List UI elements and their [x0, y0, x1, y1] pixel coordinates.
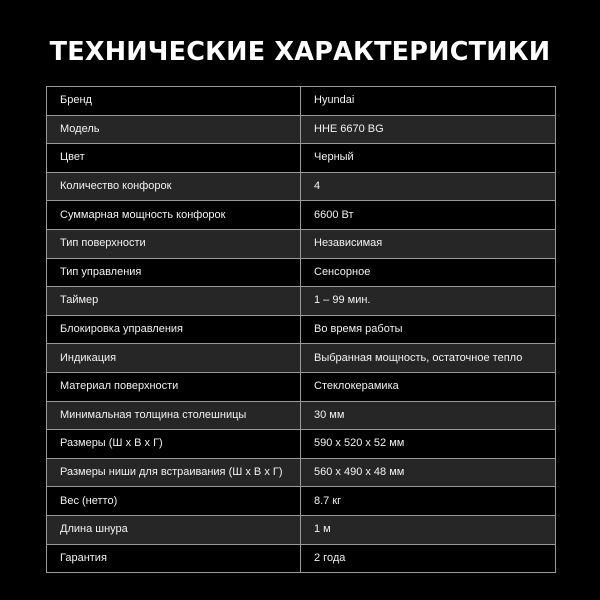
spec-value: 590 х 520 х 52 мм	[301, 430, 556, 459]
spec-value: 6600 Вт	[301, 201, 556, 230]
spec-value: Независимая	[301, 229, 556, 258]
spec-value: Hyundai	[301, 87, 556, 116]
table-row	[47, 115, 556, 144]
table-row	[47, 87, 556, 116]
spec-label: Гарантия	[47, 544, 301, 573]
spec-value: Выбранная мощность, остаточное тепло	[301, 344, 556, 373]
spec-value: 1 – 99 мин.	[301, 287, 556, 316]
spec-value: 8.7 кг	[301, 487, 556, 516]
page-title: ТЕХНИЧЕСКИЕ ХАРАКТЕРИСТИКИ	[49, 37, 551, 67]
spec-label: Суммарная мощность конфорок	[47, 201, 301, 230]
spec-value: Во время работы	[301, 315, 556, 344]
spec-label: Блокировка управления	[47, 315, 301, 344]
spec-value: Сенсорное	[301, 258, 556, 287]
table-row	[47, 287, 556, 316]
table-row	[47, 315, 556, 344]
table-row	[47, 344, 556, 373]
spec-value: 4	[301, 172, 556, 201]
spec-label: Бренд	[47, 87, 301, 116]
spec-value: 30 мм	[301, 401, 556, 430]
table-row	[47, 201, 556, 230]
spec-value: 2 года	[301, 544, 556, 573]
table-row	[47, 258, 556, 287]
table-row	[47, 401, 556, 430]
spec-label: Таймер	[47, 287, 301, 316]
spec-value: 560 х 490 х 48 мм	[301, 458, 556, 487]
spec-label: Количество конфорок	[47, 172, 301, 201]
spec-label: Размеры (Ш х В х Г)	[47, 430, 301, 459]
spec-label: Вес (нетто)	[47, 487, 301, 516]
table-row	[47, 144, 556, 173]
spec-label: Материал поверхности	[47, 372, 301, 401]
spec-label: Минимальная толщина столешницы	[47, 401, 301, 430]
spec-value: 1 м	[301, 515, 556, 544]
spec-label: Тип поверхности	[47, 229, 301, 258]
table-row	[47, 458, 556, 487]
table-row	[47, 487, 556, 516]
spec-label: Цвет	[47, 144, 301, 173]
spec-label: Модель	[47, 115, 301, 144]
spec-value: Черный	[301, 144, 556, 173]
spec-label: Размеры ниши для встраивания (Ш х В х Г)	[47, 458, 301, 487]
spec-label: Длина шнура	[47, 515, 301, 544]
specifications-table	[46, 86, 556, 573]
table-row	[47, 172, 556, 201]
table-row	[47, 544, 556, 573]
table-row	[47, 229, 556, 258]
spec-label: Тип управления	[47, 258, 301, 287]
table-row	[47, 372, 556, 401]
spec-label: Индикация	[47, 344, 301, 373]
spec-value: HHE 6670 BG	[301, 115, 556, 144]
spec-value: Стеклокерамика	[301, 372, 556, 401]
table-row	[47, 515, 556, 544]
table-row	[47, 430, 556, 459]
